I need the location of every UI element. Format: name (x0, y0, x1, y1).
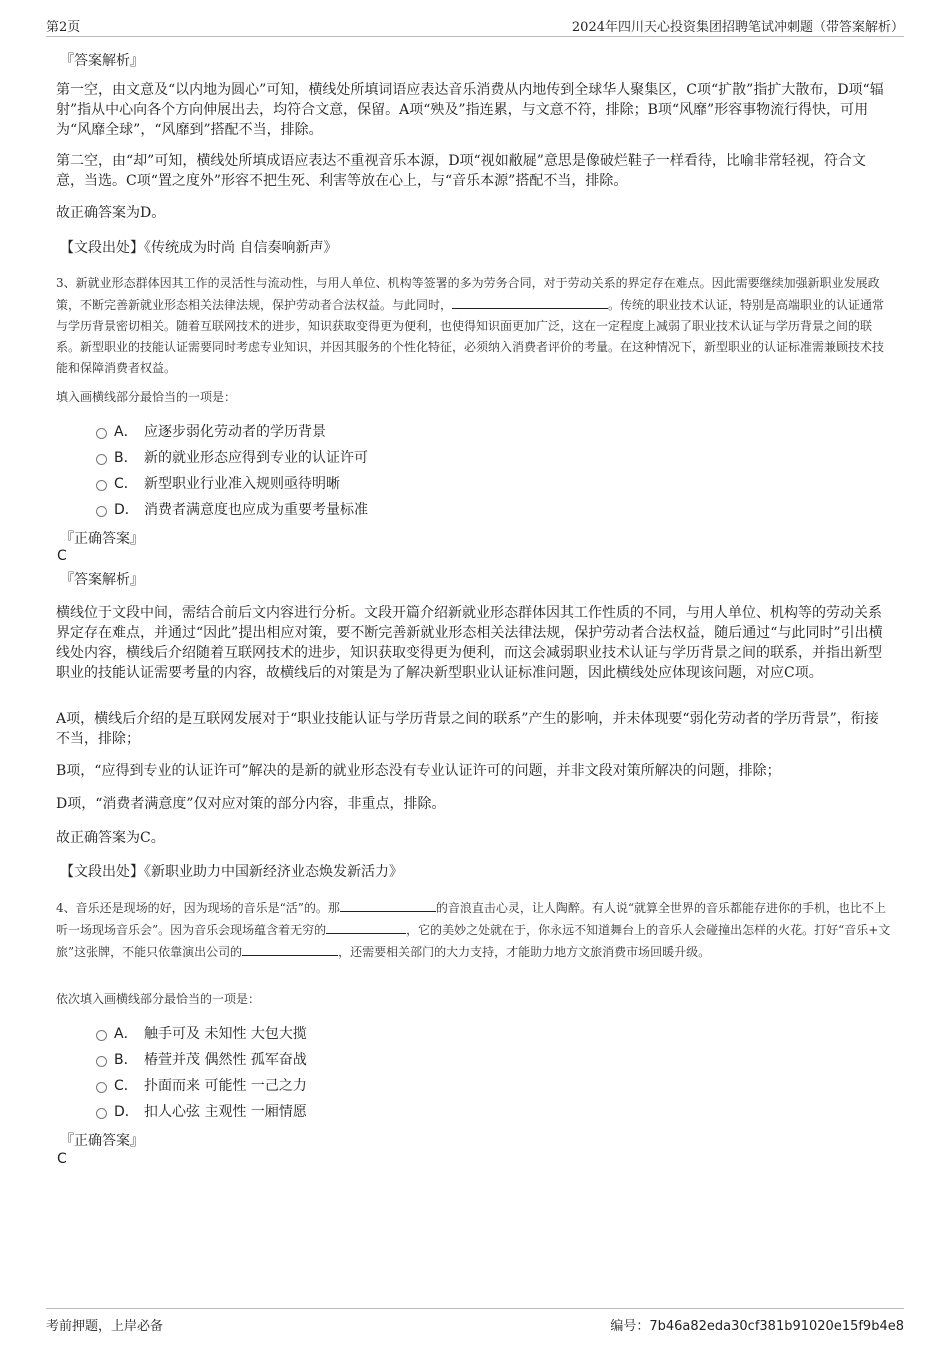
radio-icon[interactable] (96, 1030, 107, 1041)
page-number: 第2页 (46, 20, 81, 35)
q4-blank-2 (326, 919, 406, 934)
q2-analysis-paragraph-1: 第一空，由文意及“以内地为圆心”可知，横线处所填词语应表达音乐消费从内地传到全球华人聚集区，C项“扩散”指扩大散布，D项“辐射”指从中心向各个方向伸展出去，均符合文意，保留。A项“殃及”指连累，与文意不符，排除；B项“风靡”形容事物流行得快，可用为“风靡全球”，“风靡到”搭配不当，排除。 (56, 82, 884, 138)
q4-stem: 4、音乐还是现场的好，因为现场的音乐是“活”的。那 的音浪直击心灵，让人陶醉。有人说“就算全世界的音乐都能存进你的手机，也比不上听一场现场音乐会”。因为音乐会现场蕴含着无穷的 ，它的美妙之处就在于，你永远不知道舞台上的音乐人会碰撞出怎样的火花。打好“音乐+文旅”这张牌，不能只依靠演出公司的 ，还需要相关部门的大力支持，才能助力地方文旅消费市场回暖升级。 (56, 897, 892, 963)
radio-icon[interactable] (96, 480, 107, 491)
q4-prompt: 依次填入画横线部分最恰当的一项是： (56, 992, 261, 1006)
q3-analysis-paragraph-3: B项，“应得到专业的认证许可”解决的是新的就业形态没有专业认证许可的问题，并非文段对策所解决的问题，排除； (56, 763, 781, 779)
q2-analysis-paragraph-2: 第二空，由“却”可知，横线处所填成语应表达不重视音乐本源，D项“视如敝屣”意思是像破烂鞋子一样看待，比喻非常轻视，符合文意，当选。C项“置之度外”形容不把生死、利害等放在心上，与“音乐本源”搭配不当，排除。 (56, 153, 866, 189)
document-title: 2024年四川天心投资集团招聘笔试冲刺题（带答案解析） (571, 20, 904, 35)
radio-icon[interactable] (96, 1108, 107, 1119)
radio-icon[interactable] (96, 454, 107, 465)
q3-answer-label: 『正确答案』 (60, 531, 144, 547)
page-header (46, 14, 904, 37)
q4-answer: C (57, 1151, 67, 1167)
radio-icon[interactable] (96, 506, 107, 517)
q3-stem: 3、新就业形态群体因其工作的灵活性与流动性，与用人单位、机构等签署的多为劳务合同，对于劳动关系的界定存在难点。因此需要继续加强新职业发展政策，不断完善新就业形态相关法律法规，保护劳动者合法权益。与此同时， 。传统的职业技术认证，特别是高端职业的认证通常与学历背景密切相关。随着互联网技术的进步，知识获取变得更为便利，也使得知识面更加广泛，这在一定程度上减弱了职业技术认证与学历背景之间的联系。新型职业的技能认证需要同时考虑专业知识，并因其服务的个性化特征，必须纳入消费者评价的考量。在这种情况下，新型职业的认证标准需兼顾技术技能和保障消费者权益。 (56, 276, 885, 375)
radio-icon[interactable] (96, 428, 107, 439)
q3-answer: C (57, 548, 67, 564)
page-footer (46, 1308, 904, 1333)
q3-analysis-paragraph-1: 横线位于文段中间，需结合前后文内容进行分析。文段开篇介绍新就业形态群体因其工作性质的不同，与用人单位、机构等的劳动关系界定存在难点，并通过“因此”提出相应对策，要不断完善新就业形态相关法律法规，保护劳动者合法权益，随后通过“与此同时”引出横线处内容，横线后介绍随着互联网技术的进步，知识获取变得更为便利，而这会减弱职业技术认证与学历背景之间的联系，并指出新型职业的技能认证需要考量的内容，故横线后的对策是为了解决新型职业认证标准问题，因此横线处应体现该问题，对应C项。 (56, 605, 883, 681)
q2-source: 【文段出处】《传统成为时尚 自信奏响新声》 (60, 240, 338, 256)
q3-analysis-label: 『答案解析』 (60, 572, 144, 588)
q3-source: 【文段出处】《新职业助力中国新经济业态焕发新活力》 (60, 864, 403, 880)
q4-blank-3 (242, 941, 338, 956)
q4-blank-1 (340, 897, 436, 912)
q3-prompt: 填入画横线部分最恰当的一项是： (56, 390, 237, 404)
q3-analysis-paragraph-2: A项，横线后介绍的是互联网发展对于“职业技能认证与学历背景之间的联系”产生的影响，并未体现要“弱化劳动者的学历背景”，衔接不当，排除； (56, 711, 879, 747)
q4-answer-label: 『正确答案』 (60, 1133, 144, 1149)
q2-analysis-label: 『答案解析』 (60, 53, 144, 69)
q2-conclusion: 故正确答案为D。 (56, 205, 166, 221)
q3-analysis-paragraph-4: D项，“消费者满意度”仅对应对策的部分内容，非重点，排除。 (56, 796, 446, 812)
footer-code: 编号：7b46a82eda30cf381b91020e15f9b4e8 (610, 1319, 904, 1334)
footer-slogan: 考前押题，上岸必备 (46, 1319, 164, 1334)
radio-icon[interactable] (96, 1056, 107, 1067)
radio-icon[interactable] (96, 1082, 107, 1093)
q3-blank (452, 294, 608, 309)
q3-conclusion: 故正确答案为C。 (56, 830, 165, 846)
